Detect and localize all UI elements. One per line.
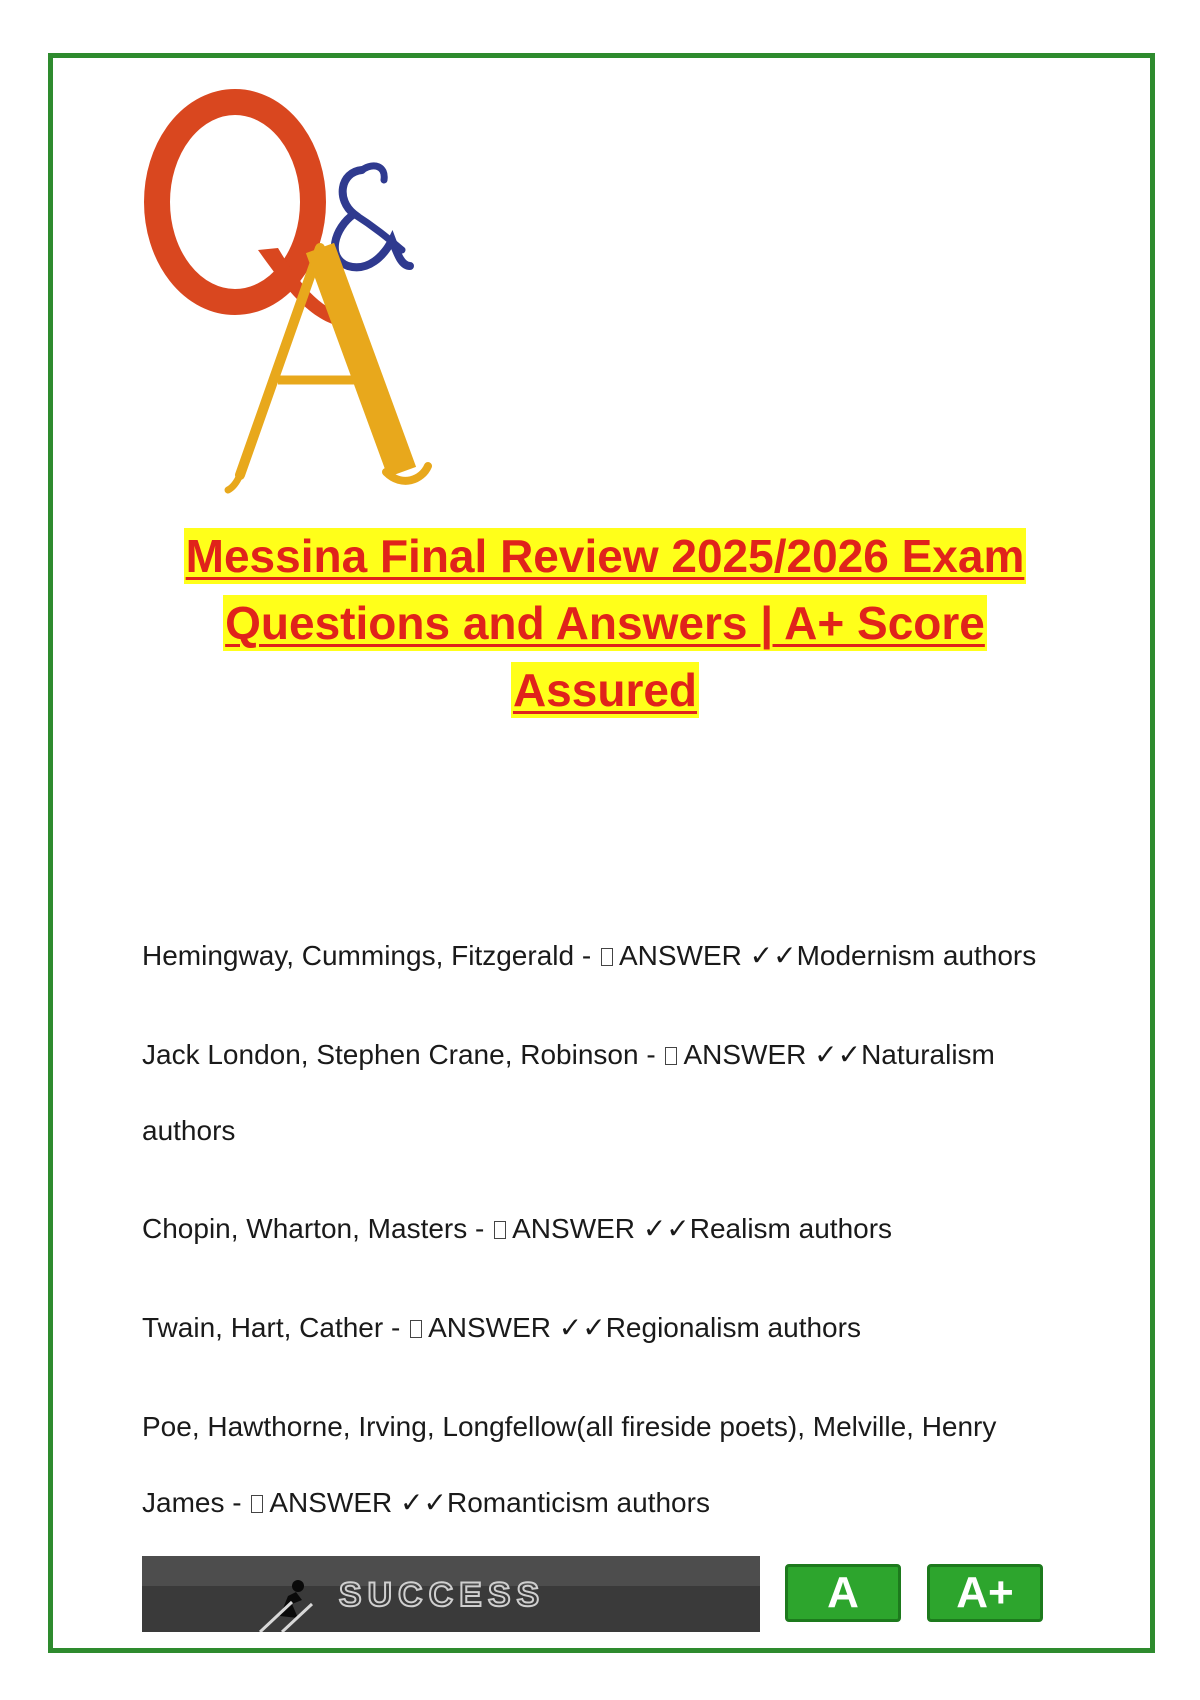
question-text: Chopin, Wharton, Masters - bbox=[142, 1213, 485, 1244]
question-text: Twain, Hart, Cather - bbox=[142, 1312, 401, 1343]
checkmarks: ✓✓ bbox=[749, 940, 797, 971]
missing-glyph-icon bbox=[601, 948, 613, 966]
answer-label: ANSWER bbox=[428, 1312, 551, 1343]
missing-glyph-icon bbox=[410, 1320, 422, 1338]
qa-list bbox=[142, 918, 1072, 1563]
answer-label: ANSWER bbox=[269, 1487, 393, 1518]
grade-a-badge: A bbox=[785, 1564, 901, 1622]
qa-item bbox=[142, 1290, 1072, 1366]
answer-text: Romanticism authors bbox=[446, 1487, 710, 1518]
title-line-1: Messina Final Review 2025/2026 Exam bbox=[185, 530, 1025, 582]
title-line-3: Assured bbox=[512, 664, 698, 716]
answer-label: ANSWER bbox=[512, 1213, 636, 1244]
qa-item bbox=[142, 1191, 1072, 1267]
question-text: Hemingway, Cummings, Fitzgerald - bbox=[142, 940, 592, 971]
qa-item bbox=[142, 918, 1072, 994]
answer-text: Modernism authors bbox=[796, 940, 1037, 971]
banner-word: SUCCESS bbox=[338, 1576, 546, 1614]
question-text: Jack London, Stephen Crane, Robinson - bbox=[142, 1039, 656, 1070]
answer-label: ANSWER bbox=[683, 1039, 807, 1070]
answer-label: ANSWER bbox=[618, 940, 742, 971]
question-text: Poe, Hawthorne, Irving, Longfellow(all fireside poets), Melville, Henry James - bbox=[142, 1411, 997, 1518]
checkmarks: ✓✓ bbox=[558, 1312, 606, 1343]
qa-item bbox=[142, 1389, 1072, 1541]
title-line-2: Questions and Answers | A+ Score bbox=[225, 597, 985, 649]
qa-logo bbox=[140, 80, 450, 520]
checkmarks: ✓✓ bbox=[642, 1213, 690, 1244]
document-title bbox=[130, 528, 1080, 729]
answer-text: Naturalism authors bbox=[142, 1039, 995, 1146]
answer-text: Regionalism authors bbox=[605, 1312, 861, 1343]
checkmarks: ✓✓ bbox=[400, 1487, 447, 1518]
missing-glyph-icon bbox=[251, 1495, 263, 1513]
success-banner-image bbox=[142, 1556, 760, 1632]
missing-glyph-icon bbox=[665, 1047, 677, 1065]
grade-a-plus-badge: A+ bbox=[927, 1564, 1043, 1622]
missing-glyph-icon bbox=[494, 1221, 506, 1239]
checkmarks: ✓✓ bbox=[814, 1039, 862, 1070]
answer-text: Realism authors bbox=[689, 1213, 893, 1244]
qa-item bbox=[142, 1017, 1072, 1169]
logo-ampersand bbox=[335, 166, 410, 267]
